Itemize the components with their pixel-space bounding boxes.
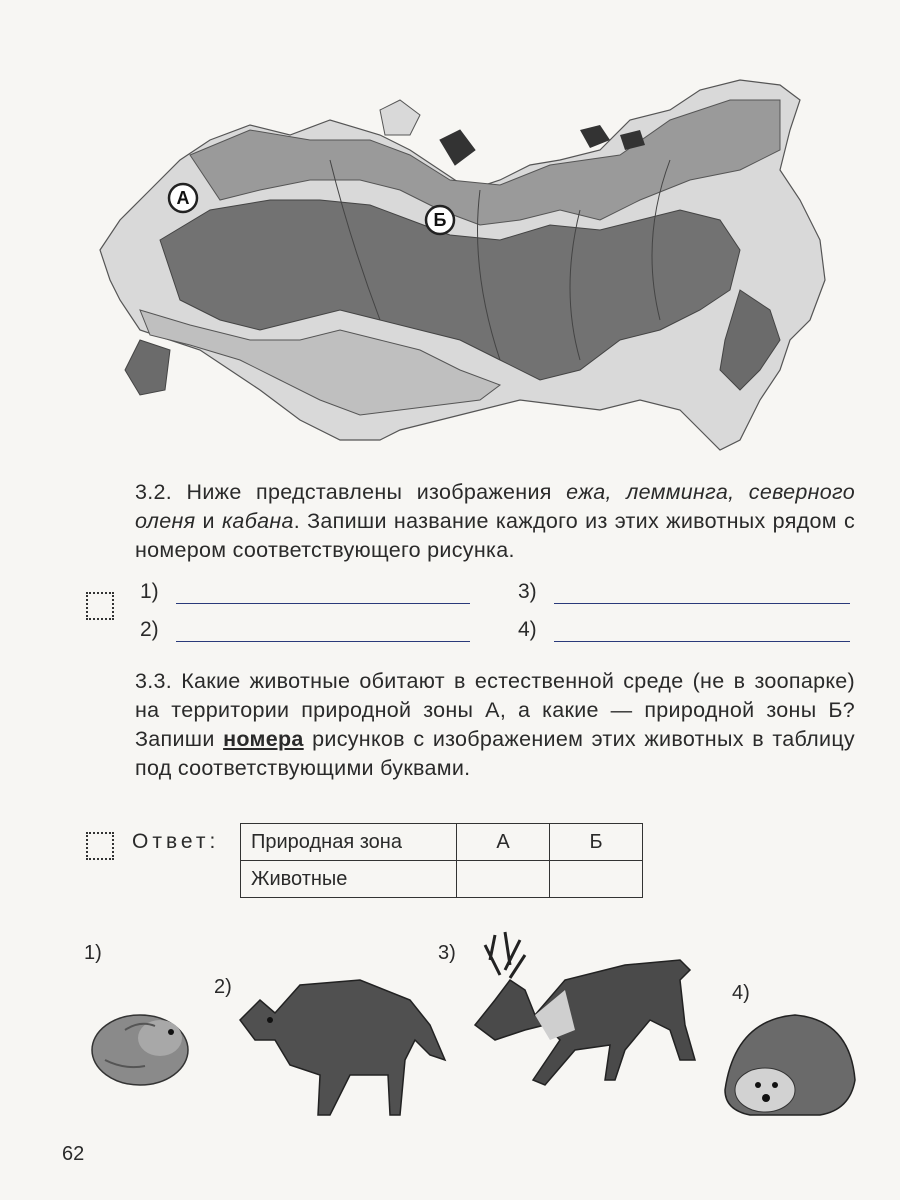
table-cell-a[interactable] (457, 861, 550, 898)
reindeer-icon (465, 930, 705, 1090)
animal-name-reindeer: северного оленя (135, 480, 855, 533)
answer-line-2[interactable] (176, 619, 470, 642)
hedgehog-icon (720, 1010, 860, 1120)
task-3-3-intro: Какие животные обитают в естественной среде (не в зоопарке) на территории природной зоны А, а какие — природной зоны Б? Запиши (135, 669, 855, 751)
task-3-2-checkbox[interactable] (86, 592, 114, 620)
answer-number-4: 4) (518, 618, 537, 641)
table-row (241, 861, 643, 898)
table-header-zone: Природная зона (241, 824, 457, 861)
answer-number-1: 1) (140, 580, 159, 603)
picture-label-3: 3) (438, 942, 456, 964)
answer-row-4 (518, 618, 850, 642)
task-3-3-text (135, 667, 855, 783)
task-3-3-rest: рисунков с изображением этих животных в таблицу под соответствующими буквами. (135, 727, 855, 780)
task-3-3-checkbox[interactable] (86, 832, 114, 860)
table-cell-b[interactable] (550, 861, 643, 898)
task-3-2-conj: и (202, 509, 215, 533)
animal-name-hedgehog: ежа, (566, 480, 612, 504)
table-header-b: Б (550, 824, 643, 861)
task-3-2-rest: . Запиши название каждого из этих животных рядом с номером соответствующего рисунка. (135, 509, 856, 562)
task-3-2-number: 3.2. (135, 480, 173, 504)
picture-label-1: 1) (84, 942, 102, 964)
task-3-3-emphasis: номера (223, 727, 304, 751)
table-header-a: А (457, 824, 550, 861)
lemming-icon (85, 1000, 195, 1090)
task-3-3-number: 3.3. (135, 669, 173, 693)
russia-natural-zones-map (80, 40, 840, 470)
answer-table (240, 823, 643, 898)
answer-number-3: 3) (518, 580, 537, 603)
picture-label-4: 4) (732, 982, 750, 1004)
task-3-2-text (135, 478, 855, 565)
map-label-b: Б (433, 210, 447, 230)
table-header-row (241, 824, 643, 861)
answer-row-2 (140, 618, 470, 642)
answer-line-3[interactable] (554, 581, 850, 604)
picture-label-2: 2) (214, 976, 232, 998)
answer-line-4[interactable] (554, 619, 850, 642)
animal-name-lemming: лемминга, (626, 480, 735, 504)
boar-icon (230, 965, 450, 1125)
answer-row-3 (518, 580, 850, 604)
map-label-a: А (176, 188, 190, 208)
task-3-2-intro: Ниже представлены изображения (186, 480, 552, 504)
answer-line-1[interactable] (176, 581, 470, 604)
answer-number-2: 2) (140, 618, 159, 641)
page-number: 62 (62, 1143, 85, 1165)
table-row-label: Животные (241, 861, 457, 898)
animal-name-boar: кабана (221, 509, 294, 533)
answer-row-1 (140, 580, 470, 604)
answer-label: Ответ: (132, 830, 220, 853)
